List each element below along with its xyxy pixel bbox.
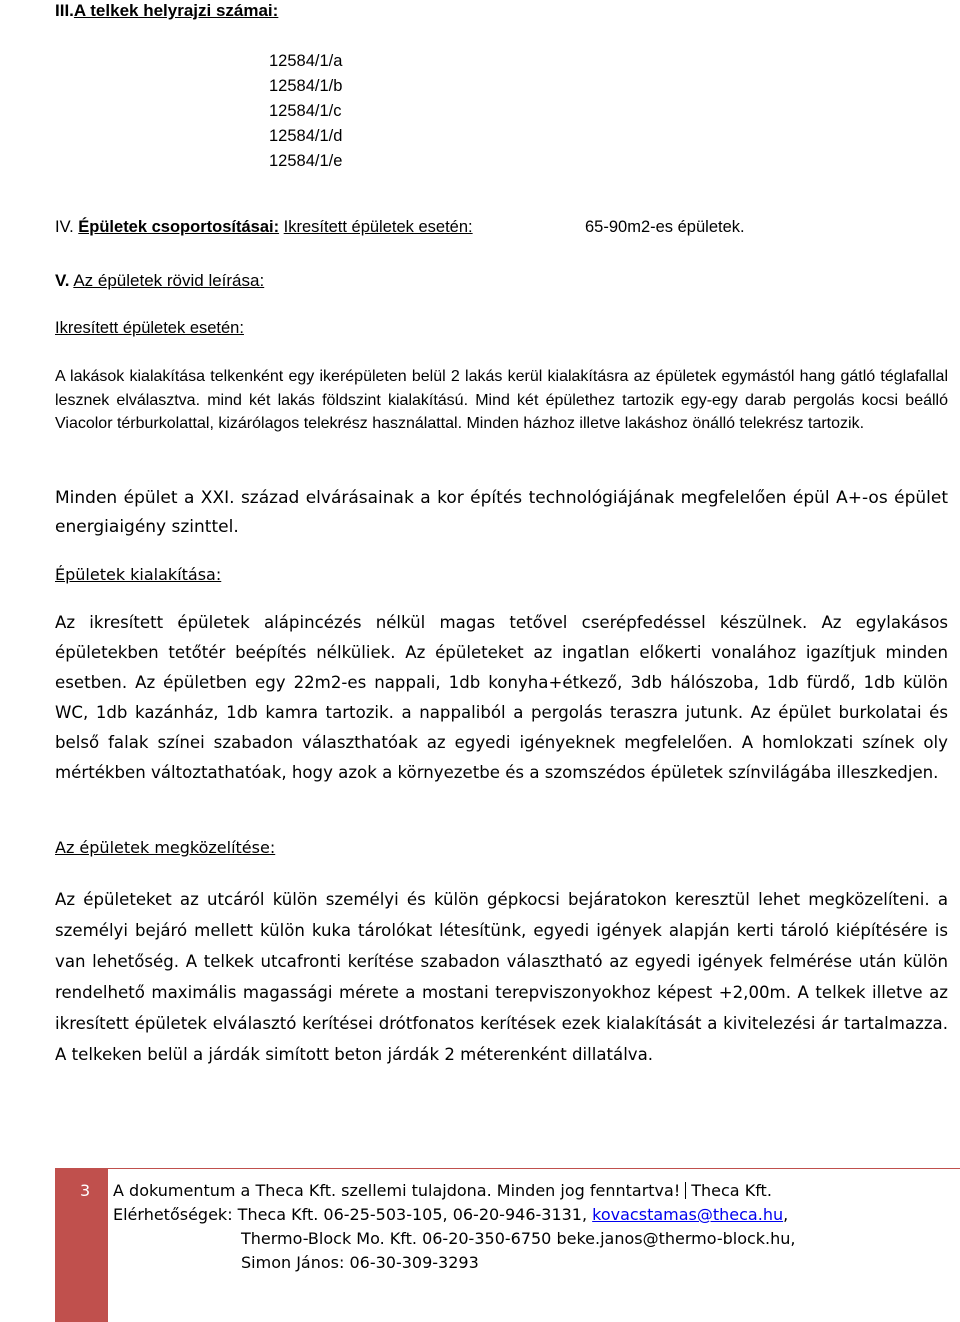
footer-line-simon: Simon János: 06-30-309-3293 bbox=[241, 1253, 479, 1272]
lot-number: 12584/1/a bbox=[269, 52, 343, 70]
section-5-title: Az épületek rövid leírása: bbox=[73, 271, 265, 290]
section-4-heading bbox=[55, 218, 745, 237]
section-4-subtitle: Ikresített épületek esetén: bbox=[283, 218, 473, 236]
lot-number: 12584/1/c bbox=[269, 102, 342, 120]
paragraph-description: A lakások kialakítása telkenként egy ikerépületen belül 2 lakás kerül kialakításra az épületek egymástól hang gátló téglafallal lesznek elválasztva. mind két lakás földszint kialakítású. Mind két épülethez tartozik egy-egy darab pergolás kocsi beálló Viacolor térburkolattal, kizárólagos telekrész használattal. Minden házhoz illetve lakáshoz önálló telekrész tartozik. bbox=[55, 368, 948, 432]
paragraph-megkozelites: Az épületeket az utcáról külön személyi és külön gépkocsi bejáratokon keresztül lehet megközelíteni. a személyi bejáró mellett külön kuka tárolókat létesítünk, egyedi igények alapján kerti tároló kiépítésére is van lehetőség. A telkek utcafronti kerítése szabadon választható az egyedi igények felmérése után külön rendelhető maximális magassági mérete a mostani terepviszonyokhoz képest +2,00m. A telkek illetve az ikresített épületek elválasztó kerítései drótfonatos kerítések ezek kialakítását a kivitelezési ár tartalmazza. A telkeken belül a járdák simított beton járdák 2 méterenként dillatálva. bbox=[55, 890, 948, 1064]
section-5-number: V. bbox=[55, 271, 70, 290]
footer-copyright-text: A dokumentum a Theca Kft. szellemi tulajdona. Minden jog fenntartva! bbox=[113, 1181, 681, 1200]
footer-line-copyright bbox=[113, 1181, 772, 1200]
page-number: 3 bbox=[80, 1181, 91, 1200]
lot-number: 12584/1/d bbox=[269, 127, 343, 145]
footer-line-contacts bbox=[113, 1205, 788, 1224]
subheading-ikresitett: Ikresített épületek esetén: bbox=[55, 319, 244, 337]
lot-number: 12584/1/b bbox=[269, 77, 343, 95]
section-3-heading bbox=[55, 1, 278, 21]
footer-contacts-text: Elérhetőségek: Theca Kft. 06-25-503-105, 06-20-946-3131, bbox=[113, 1205, 588, 1224]
footer-contacts-suffix: , bbox=[783, 1205, 789, 1224]
section-3-number: III. bbox=[55, 1, 74, 20]
footer-line-thermoblock: Thermo-Block Mo. Kft. 06-20-350-6750 beke.janos@thermo-block.hu, bbox=[241, 1229, 796, 1248]
footer-company: Theca Kft. bbox=[691, 1181, 772, 1200]
heading-megkozelites: Az épületek megközelítése: bbox=[55, 838, 276, 857]
paragraph-energy: Minden épület a XXI. század elvárásainak a kor építés technológiájának megfelelően épül A+-os épület energiaigény szinttel. bbox=[55, 488, 948, 537]
paragraph-kialakitas: Az ikresített épületek alápincézés nélkül magas tetővel cserépfedéssel készülnek. Az egylakásos épületekben tetőtér beépítés nélküliek. Az épületeket az ingatlan előkerti vonalához igazítjuk minden esetben. Az épületben egy 22m2-es nappali, 1db konyha+étkező, 3db hálószoba, 1db fürdő, 1db külön WC, 1db kazánház, 1db kamra tartozik. a nappaliból a pergolás teraszra jutunk. Az épület burkolatai és belső falak színei szabadon választhatóak az egyedi igényeknek megfelelően. A homlokzati színek oly mértékben változtathatóak, hogy azok a környezetbe és a szomszédos épületek színvilágába illeszkedjen. bbox=[55, 613, 948, 782]
footer-divider bbox=[55, 1168, 960, 1169]
section-4-number: IV. bbox=[55, 218, 74, 236]
footer-email-link[interactable]: kovacstamas@theca.hu bbox=[592, 1205, 784, 1224]
footer-separator bbox=[685, 1182, 686, 1199]
lot-number: 12584/1/e bbox=[269, 152, 343, 170]
heading-kialakitas: Épületek kialakítása: bbox=[55, 565, 222, 584]
section-5-heading bbox=[55, 271, 264, 291]
section-4-title: Épületek csoportosításai: bbox=[78, 218, 280, 236]
section-3-title: A telkek helyrajzi számai: bbox=[73, 1, 279, 20]
section-4-value: 65-90m2-es épületek. bbox=[585, 218, 745, 236]
